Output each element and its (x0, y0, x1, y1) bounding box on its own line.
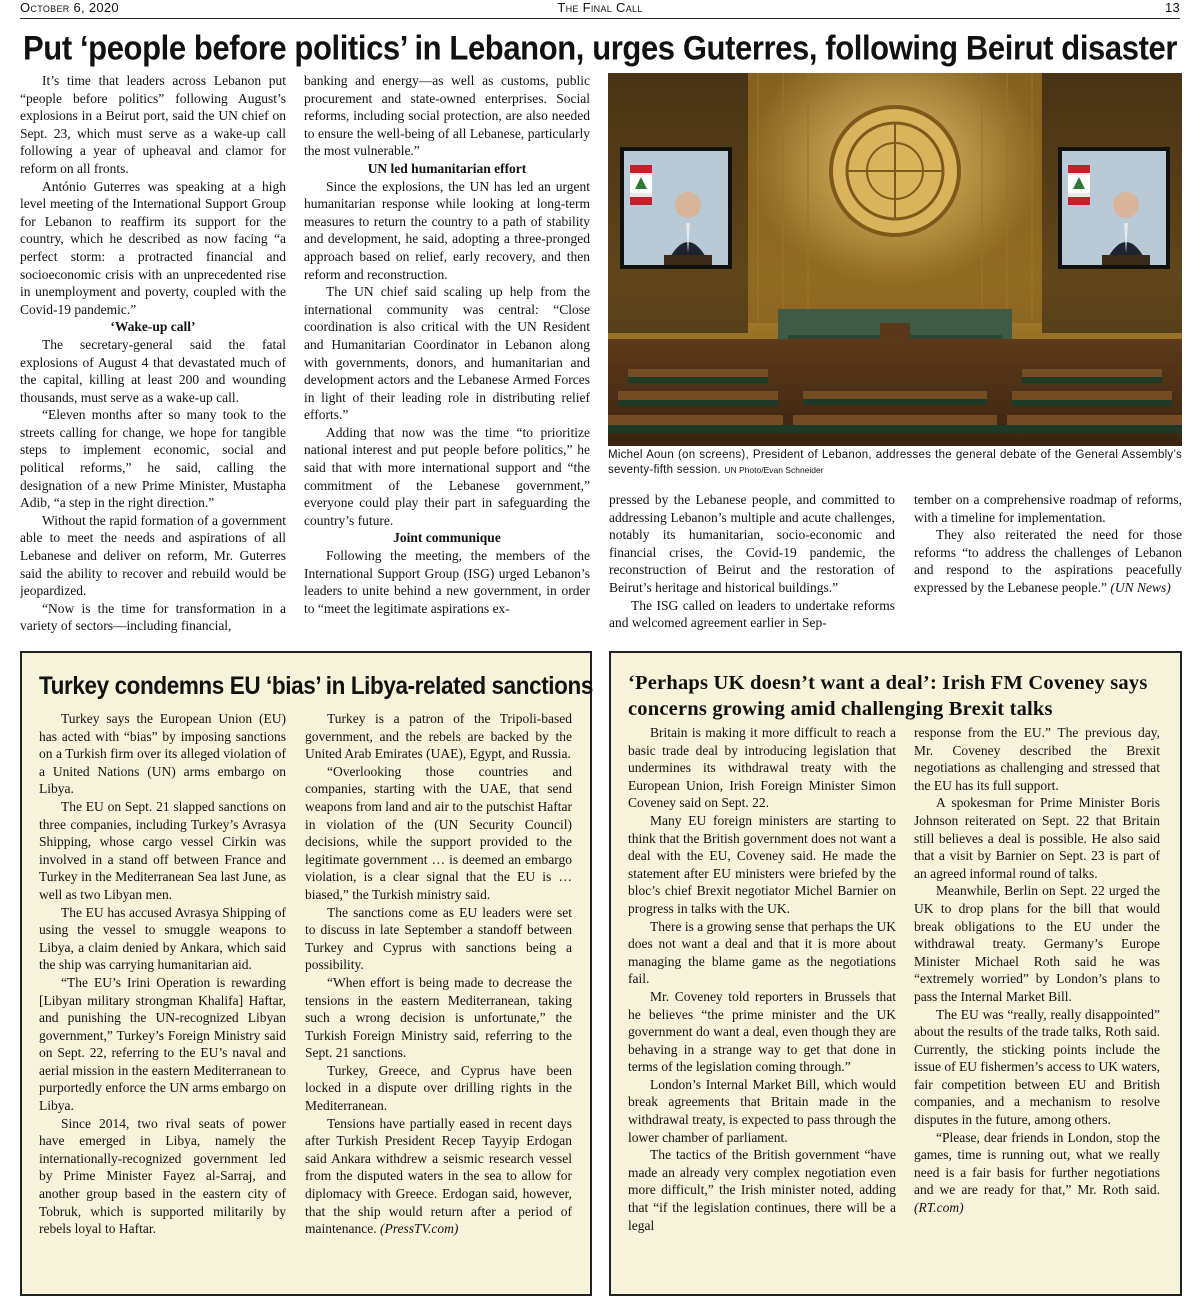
paragraph-text: banking and energy—as well as customs, public procurement and state-owned enterprises. Social reforms, including social protection, are also needed to ensure the well-being of all Lebanese, particularly the most vulnerable.” (304, 73, 590, 159)
main-story-column-3 (609, 491, 895, 641)
paragraph-text: Meanwhile, Berlin on Sept. 22 urged the UK to drop plans for the bill that would break obligations to the EU under the withdrawal treaty. Germany’s Europe Minister Michael Roth said he was “extremely worried” by London’s plans to pass the Internal Market Bill. (914, 883, 1160, 1004)
turkey-column-1 (39, 710, 286, 1290)
paragraph-text: “The EU’s Irini Operation is rewarding [Libyan military strongman Khalifa] Haftar, and punishing the UN-recognized Libyan government,” Turkey’s Foreign Ministry said on Sept. 22, referring to the EU’s naval and aerial mission in the eastern Mediterranean to purportedly enforce the UN arms embargo on Libya. (39, 974, 286, 1114)
subheading-text: Joint communique (393, 530, 501, 546)
paragraph (914, 794, 1160, 882)
paragraph-text: The sanctions come as EU leaders were set to discuss in late September a standoff between Turkey and Cyprus with sanctions being a possibility. (305, 904, 572, 973)
paragraph (305, 1115, 572, 1238)
brexit-story-box (609, 651, 1182, 1296)
paragraph (914, 724, 1160, 794)
paragraph-text: António Guterres was speaking at a high level meeting of the International Support Group for Lebanon to reaffirm its support for the country, which he described as now facing “a perfect storm: a protracted financial and socioeconomic crisis with an unprecedented rise in unemployment and poverty, coupled with the Covid-19 pandemic.” (20, 178, 286, 317)
paragraph-text: The ISG called on leaders to undertake reforms and welcomed agreement earlier in Sep- (609, 597, 895, 631)
paragraph (304, 424, 590, 530)
paragraph (20, 512, 286, 600)
paragraph-text: Since the explosions, the UN has led an urgent humanitarian response while looking at long-term measures to return the country to a path of stability and development, he said, adopting a three-pronged approach based on relief, early recovery, and then reform and reconstruction. (304, 178, 590, 282)
subheading (304, 529, 590, 547)
paragraph (628, 724, 896, 812)
paragraph-text: Britain is making it more difficult to reach a basic trade deal by introducing legislation that undermines its withdrawal treaty with the European Union, Irish Foreign Minister Simon Coveney said on Sept. 22. (628, 725, 896, 811)
photo-caption (608, 448, 1182, 482)
paragraph (20, 336, 286, 406)
paragraph-text: “Please, dear friends in London, stop the games, time is running out, what we really need is a fair basis for further negotiations and we are ready for that,” Mr. Roth said. (914, 1129, 1160, 1198)
paragraph-text: The tactics of the British government “have made an already very complex negotiation even more difficult,” the Irish minister noted, adding that “if the legislation continues, there will be a legal (628, 1147, 896, 1233)
paragraph (39, 798, 286, 904)
subheading (304, 160, 590, 178)
paragraph-text: “Eleven months after so many took to the streets calling for change, we hope for tangible steps to implement economic, social and political reforms,” he said, calling the designation of a new Prime Minister, Mustapha Adib, “a step in the right direction.” (20, 407, 286, 511)
paragraph-text: The EU on Sept. 21 slapped sanctions on three companies, including Turkey’s Avrasya Shipping, whose cargo vessel Cirkin was involved in a stand off between France and Turkey in the Mediterranean Sea last June, as well as two Libyan men. (39, 798, 286, 902)
paragraph-text: There is a growing sense that perhaps the UK does not want a deal and that it is more about managing the blame game as the negotiations fail. (628, 918, 896, 987)
brexit-headline: ‘Perhaps UK doesn’t want a deal’: Irish FM Coveney says concerns growing amid challenging Brexit talks (628, 672, 1148, 720)
paragraph (20, 406, 286, 512)
paper-name: The Final Call (557, 0, 643, 15)
general-assembly-photo (608, 73, 1182, 446)
paragraph (304, 72, 590, 160)
paragraph-text: Adding that now was the time “to prioritize national interest and put people before politics,” he said that with more international support and “the commitment of the Lebanese government,” everyone could play their part in safeguarding the country’s future. (304, 424, 590, 528)
paragraph (914, 1006, 1160, 1129)
paragraph (628, 918, 896, 988)
turkey-story-box (20, 651, 592, 1296)
paragraph (628, 1146, 896, 1234)
paragraph-text: The secretary-general said the fatal explosions of August 4 that devastated much of the capital, killing at least 200 and wounding thousands, must serve as a wake-up call. (20, 336, 286, 405)
paragraph-text: Mr. Coveney told reporters in Brussels that he believes “the prime minister and the UK government do want a deal, even though they are behaving in a strange way to get that done in terms of the legislation coming through.” (628, 988, 896, 1075)
main-story-column-1 (20, 72, 286, 648)
paragraph (305, 763, 572, 904)
issue-date: October 6, 2020 (20, 0, 119, 15)
main-story-column-4 (914, 491, 1182, 641)
caption-text: Michel Aoun (on screens), President of Lebanon, addresses the general debate of the General Assembly’s seventy-fifth session. (608, 449, 1182, 476)
paragraph (304, 178, 590, 284)
paragraph (914, 491, 1182, 526)
paragraph-text: A spokesman for Prime Minister Boris Johnson reiterated on Sept. 22 that Britain still believes a deal is possible. He also said that a visit by Barnier on Sept. 23 is part of an agreed informal round of talks. (914, 795, 1160, 881)
paragraph-text: London’s Internal Market Bill, which would break agreements that Britain made in the withdrawal treaty, is expected to pass through the lower chamber of parliament. (628, 1076, 896, 1145)
paragraph (305, 904, 572, 974)
subheading (20, 318, 286, 336)
paragraph-text: Since 2014, two rival seats of power have emerged in Libya, namely the internationally-recognized government led by Prime Minister Fayez al-Sarraj, and another group based in the eastern city of Tobruk, which is supported militarily by rebels loyal to Haftar. (39, 1115, 286, 1237)
paragraph-text: pressed by the Lebanese people, and committed to addressing Lebanon’s multiple and acute challenges, notably its humanitarian, socio-economic and financial crises, the Covid-19 pandemic, the reconstruction of Beirut and the restoration of Beirut’s heritage and historical buildings.” (609, 492, 895, 595)
paragraph (305, 1062, 572, 1115)
paragraph (305, 974, 572, 1062)
paragraph-text: “Now is the time for transformation in a variety of sectors—including financial, (20, 600, 286, 634)
header-rule (20, 18, 1180, 19)
paragraph-text: Tensions have partially eased in recent days after Turkish President Recep Tayyip Erdogan said Ankara withdrew a seismic research vessel from the disputed waters in the sea to allow for diplomacy with Greece. Erdogan said, however, that the ship would return after a period of maintenance. (305, 1115, 572, 1237)
paragraph (628, 812, 896, 918)
paragraph (609, 491, 895, 597)
paragraph-text: Without the rapid formation of a government able to meet the needs and aspirations of all Lebanese and deliver on reform, Mr. Guterres said the ability to recover and rebuild would be jeopardized. (20, 512, 286, 599)
paragraph-text: The UN chief said scaling up help from the international community was central: “Close coordination is also critical with the UN Resident and Humanitarian Coordinator in Lebanon along with governments, donors, and humanitarian and development actors and the Lebanese Armed Forces in light of their leading role in distributing relief efforts.” (304, 284, 590, 423)
subheading-text: ‘Wake-up call’ (110, 319, 196, 335)
photo-credit: UN Photo/Evan Schneider (724, 465, 824, 475)
main-headline: Put ‘people before politics’ in Lebanon, urges Guterres, following Beirut disaster (23, 28, 1177, 68)
paragraph (914, 882, 1160, 1005)
subheading-text: UN led humanitarian effort (367, 160, 527, 176)
paragraph (20, 72, 286, 178)
paragraph-text: response from the EU.” The previous day, Mr. Coveney described the Brexit negotiations as challenging and stressed that the EU has its full support. (914, 725, 1160, 793)
brexit-column-1 (628, 724, 896, 1290)
paragraph-text: Turkey is a patron of the Tripoli-based government, and the rebels are backed by the United Arab Emirates (UAE), Egypt, and Russia. (305, 711, 572, 762)
paragraph (39, 904, 286, 974)
paragraph-text: tember on a comprehensive roadmap of reforms, with a timeline for implementation. (914, 492, 1182, 525)
running-header (20, 0, 1180, 17)
paragraph (304, 283, 590, 424)
source-credit: (PressTV.com) (379, 1221, 459, 1237)
main-story-column-2 (304, 72, 590, 648)
paragraph-text: They also reiterated the need for those reforms “to address the challenges of Lebanon and respond to the aspirations peacefully expressed by the Lebanese people.” (914, 527, 1182, 595)
paragraph-text: “When effort is being made to decrease the tensions in the eastern Mediterranean, taking such a wrong decision is unfortunate,” the Turkish Foreign Ministry said, referring to the Sept. 21 sanctions. (305, 974, 572, 1061)
paragraph (914, 526, 1182, 596)
paragraph (20, 178, 286, 319)
paragraph (628, 1076, 896, 1146)
paragraph (20, 600, 286, 635)
source-credit: (UN News) (1110, 579, 1171, 595)
page-number: 13 (1164, 0, 1180, 15)
paragraph (39, 1115, 286, 1238)
source-credit: (RT.com) (914, 1200, 964, 1216)
paragraph (39, 974, 286, 1115)
paragraph-text: Turkey, Greece, and Cyprus have been locked in a dispute over drilling rights in the Mediterranean. (305, 1062, 572, 1114)
paragraph-text: The EU has accused Avrasya Shipping of using the vessel to smuggle weapons to Libya, a claim denied by Ankara, which said the ship was carrying humanitarian aid. (39, 904, 286, 973)
paragraph (914, 1129, 1160, 1217)
paragraph-text: Many EU foreign ministers are starting to think that the British government does not want a deal with the EU, Coveney said. He made the statement after EU ministers were briefed by the bloc’s chief Brexit negotiator Michel Barnier on progress in talks with the UK. (628, 812, 896, 916)
paragraph-text: The EU was “really, really disappointed” about the results of the trade talks, Roth said. Currently, the sticking points include the issue of EU fishermen’s access to UK waters, fair competition between EU and British companies, and a mechanism to resolve disputes in the future, among others. (914, 1006, 1160, 1128)
paragraph-text: Turkey says the European Union (EU) has acted with “bias” by imposing sanctions on a Turkish firm over its alleged violation of a United Nations (UN) arms embargo on Libya. (39, 711, 286, 797)
paragraph (39, 710, 286, 798)
paragraph-text: It’s time that leaders across Lebanon put “people before politics” following August’s explosions in a Beirut port, said the UN chief on Sept. 23, which must serve as a wake-up call following a year of upheaval and clamor for reform on all fronts. (20, 73, 286, 176)
paragraph (305, 710, 572, 763)
paragraph (628, 988, 896, 1076)
paragraph-text: Following the meeting, the members of the International Support Group (ISG) urged Lebanon’s leaders to unite behind a new government, in order to “meet the legitimate aspirations ex- (304, 548, 590, 616)
paragraph-text: “Overlooking those countries and companies, starting with the UAE, that send weapons from land and air to the putschist Haftar in violation of the (UN Security Council) decisions, while the support provided to the legitimate government … is deemed an embargo violation, is a clear signal that the EU is … biased,” the Turkish ministry said. (305, 763, 572, 902)
paragraph (304, 547, 590, 617)
turkey-column-2 (305, 710, 572, 1290)
paragraph (609, 597, 895, 632)
brexit-column-2 (914, 724, 1160, 1290)
turkey-headline: Turkey condemns EU ‘bias’ in Libya-related sanctions (39, 672, 593, 700)
